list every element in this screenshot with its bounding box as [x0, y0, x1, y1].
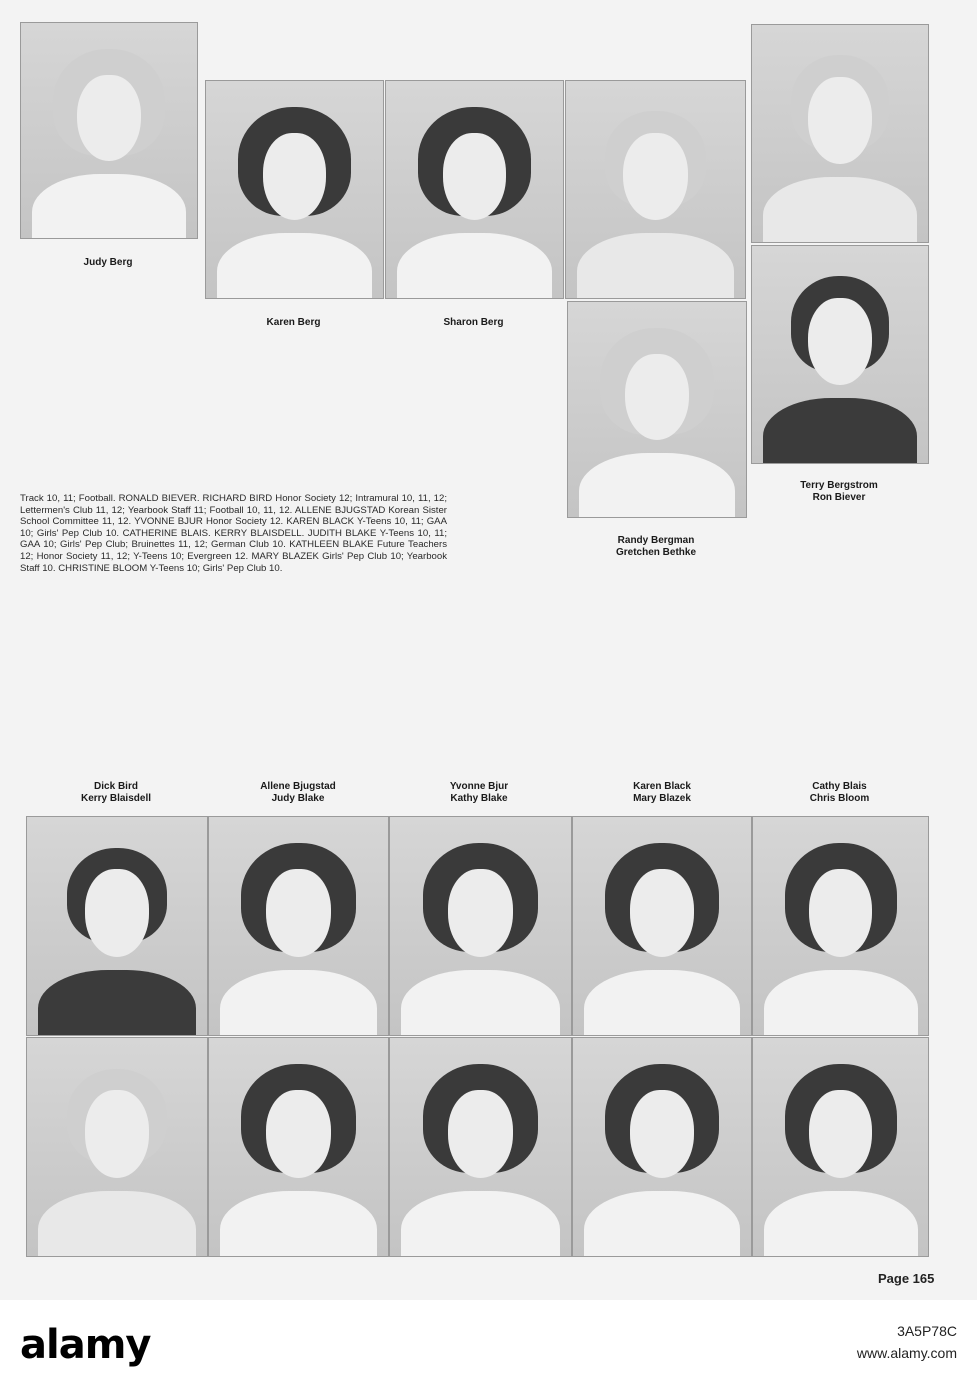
caption-karen-mary — [572, 781, 752, 805]
portrait-judy-berg — [20, 22, 198, 239]
portrait-dick-bird — [26, 816, 208, 1036]
portrait-cathy-blais — [752, 816, 929, 1036]
caption-dick-kerry — [26, 781, 206, 805]
caption-line-yvonne-bjur: Yvonne Bjur — [449, 781, 509, 792]
portrait-kerry-blaisdell — [26, 1037, 208, 1257]
caption-line-terry-bergstrom: Terry Bergstrom — [800, 480, 878, 491]
image-id: 3A5P78C — [897, 1323, 957, 1339]
caption-line-karen-black: Karen Black — [633, 781, 691, 792]
caption-line-mary-blazek: Mary Blazek — [633, 793, 691, 804]
student-activities-text: Track 10, 11; Football. RONALD BIEVER. RICHARD BIRD Honor Society 12; Intramural 10, 11, 12; Lettermen's Club 11, 12; Yearbook Staff 11; Football 10, 11, 12. ALLENE BJUGSTAD Korean Sister School Committee 11, 12. YVONNE BJUR Honor Society 12. KAREN BLACK Y-Teens 10, 11; GAA 10; Girls' Pep Club 10. CATHERINE BLAIS. KERRY BLAISDELL. JUDITH BLAKE Y-Teens 10, 11; GAA 10; Girls' Pep Club; Bruinettes 11, 12; German Club 10. KATHLEEN BLAKE Future Teachers 12; Honor Society 11, 12; Y-Teens 10; Evergreen 12. MARY BLAZEK Girls' Pep Club 10; Yearbook Staff 10. CHRISTINE BLOOM Y-Teens 10; Girls' Pep Club 10. — [20, 493, 447, 574]
caption-sharon-berg: Sharon Berg — [443, 317, 504, 328]
caption-allene-judy — [208, 781, 388, 805]
caption-karen-berg: Karen Berg — [266, 317, 321, 328]
image-meta — [857, 1320, 957, 1364]
caption-line-ron-biever: Ron Biever — [812, 492, 866, 503]
caption-line-judy-blake: Judy Blake — [271, 793, 325, 804]
caption-line-chris-bloom: Chris Bloom — [809, 793, 870, 804]
caption-cathy-chris — [752, 781, 927, 805]
portrait-yvonne-bjur — [389, 816, 572, 1036]
page-number: Page 165 — [878, 1271, 935, 1286]
caption-terry-ron — [751, 480, 927, 504]
portrait-randy-bergman — [565, 80, 746, 299]
portrait-mary-blazek — [572, 1037, 752, 1257]
caption-line-kerry-blaisdell: Kerry Blaisdell — [80, 793, 152, 804]
portrait-chris-bloom — [752, 1037, 929, 1257]
portrait-gretchen-bethke — [567, 301, 747, 518]
portrait-judy-blake — [208, 1037, 389, 1257]
caption-line-kathy-blake: Kathy Blake — [450, 793, 508, 804]
caption-yvonne-kathy — [389, 781, 569, 805]
portrait-kathy-blake — [389, 1037, 572, 1257]
site-url: www.alamy.com — [856, 1345, 957, 1361]
caption-line-gretchen-bethke: Gretchen Bethke — [615, 547, 697, 558]
portrait-karen-black — [572, 816, 752, 1036]
stock-footer — [0, 1300, 977, 1390]
caption-line-allene-bjugstad: Allene Bjugstad — [260, 781, 336, 792]
alamy-logo: alamy — [20, 1322, 151, 1368]
caption-line-randy-bergman: Randy Bergman — [617, 535, 695, 546]
caption-line-dick-bird: Dick Bird — [94, 781, 138, 792]
portrait-ron-biever — [751, 245, 929, 464]
caption-judy-berg: Judy Berg — [83, 257, 133, 268]
portrait-karen-berg — [205, 80, 384, 299]
caption-randy-gretchen — [567, 535, 745, 559]
portrait-sharon-berg — [385, 80, 564, 299]
portrait-terry-bergstrom — [751, 24, 929, 243]
caption-line-cathy-blais: Cathy Blais — [812, 781, 867, 792]
portrait-allene-bjugstad — [208, 816, 389, 1036]
